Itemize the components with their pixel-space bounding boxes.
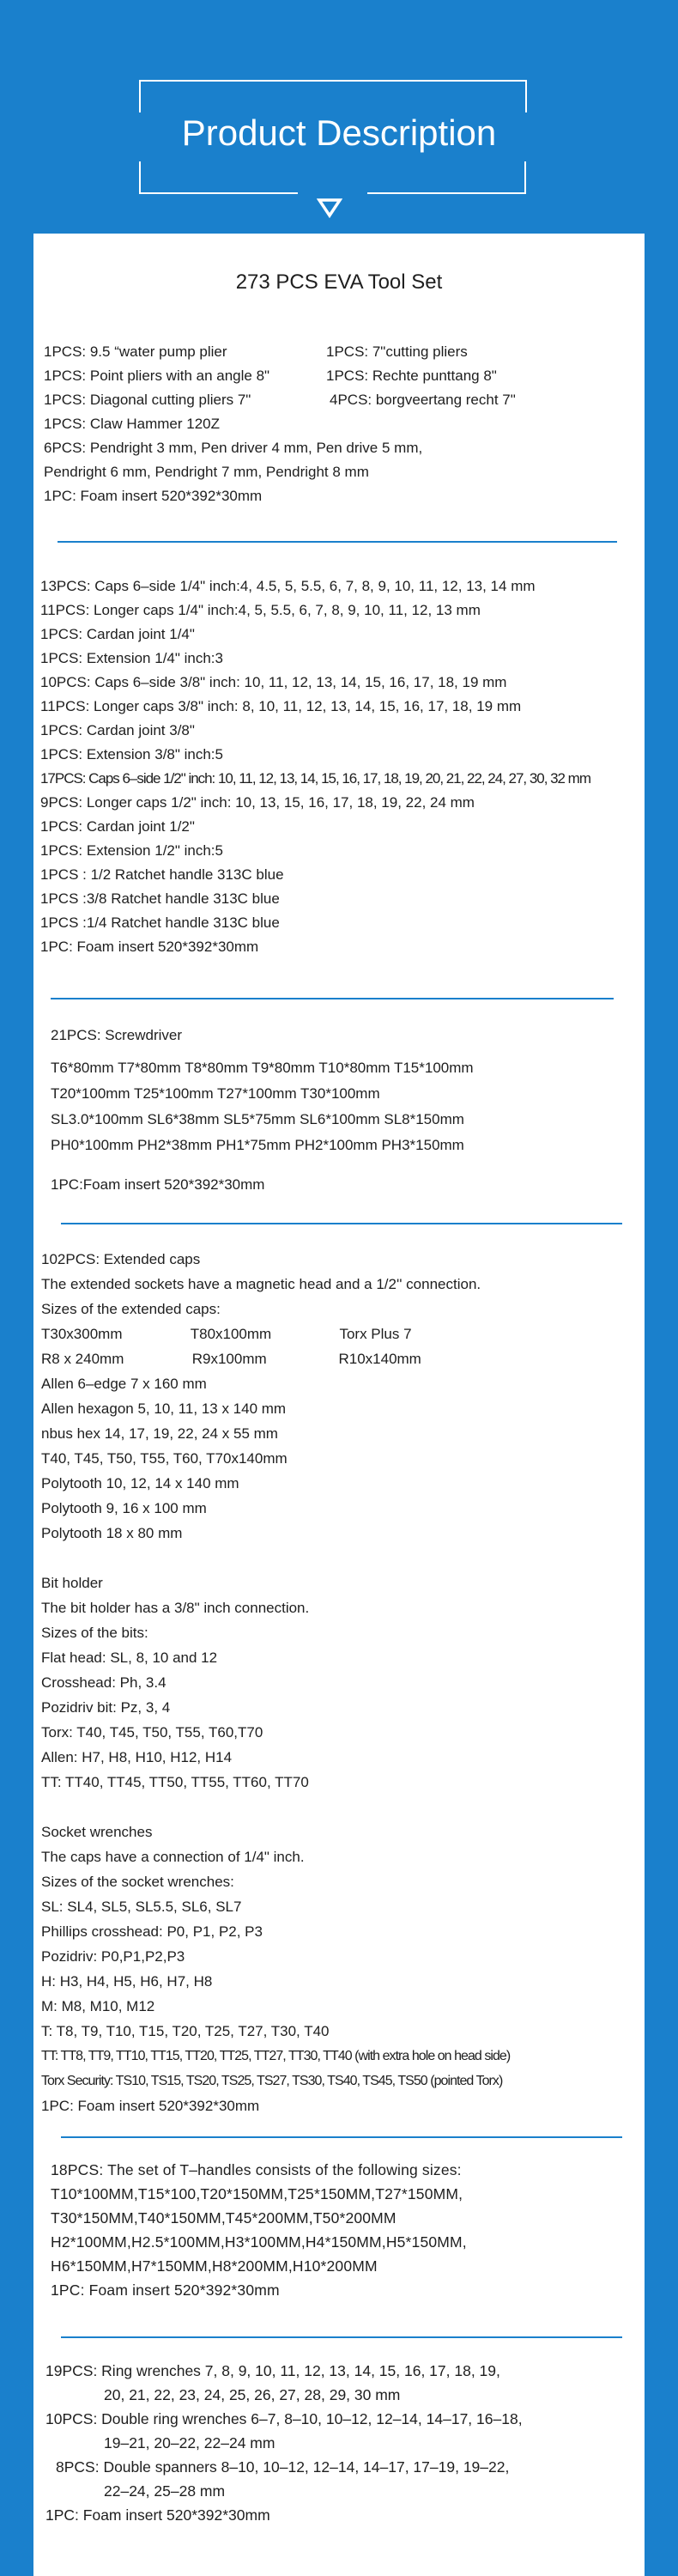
list-item: Sizes of the bits: — [41, 1625, 148, 1641]
list-item: 1PCS: Point pliers with an angle 8" 1PCS: Rechte punttang 8" — [44, 368, 497, 384]
list-item: 1PCS: Claw Hammer 120Z — [44, 416, 221, 432]
list-item: H6*150MM,H7*150MM,H8*200MM,H10*200MM — [51, 2257, 378, 2275]
section-heading: Bit holder — [41, 1575, 103, 1591]
block-extended-caps — [41, 1247, 510, 2118]
list-item: PH0*100mm PH2*38mm PH1*75mm PH2*100mm PH3*150mm — [51, 1137, 464, 1153]
section-divider — [61, 2136, 622, 2138]
list-item: Crosshead: Ph, 3.4 — [41, 1674, 166, 1691]
list-item: T30x300mm T80x100mm Torx Plus 7 — [41, 1326, 412, 1342]
page-title: Product Description — [181, 112, 497, 153]
list-item: 20, 21, 22, 23, 24, 25, 26, 27, 28, 29, 30 mm — [104, 2386, 401, 2403]
list-item: SL3.0*100mm SL6*38mm SL5*75mm SL6*100mm SL8*150mm — [51, 1111, 464, 1127]
list-item: SL: SL4, SL5, SL5.5, SL6, SL7 — [41, 1899, 242, 1915]
list-item: 1PC:Foam insert 520*392*30mm — [51, 1176, 265, 1193]
list-item: 19–21, 20–22, 22–24 mm — [104, 2434, 275, 2451]
section-divider — [58, 541, 617, 543]
list-item: 1PCS: Cardan joint 1/2" — [40, 818, 195, 835]
list-item: 1PCS: 9.5 “water pump plier 1PCS: 7"cutting pliers — [44, 343, 468, 360]
list-item: 1PC: Foam insert 520*392*30mm — [51, 2281, 280, 2299]
list-item: Sizes of the extended caps: — [41, 1301, 221, 1317]
list-item: T10*100MM,T15*100,T20*150MM,T25*150MM,T27*150MM, — [51, 2185, 463, 2202]
list-item: 9PCS: Longer caps 1/2" inch: 10, 13, 15, 16, 17, 18, 19, 22, 24 mm — [40, 794, 475, 811]
block-wrenches — [45, 2359, 523, 2527]
list-item: 1PC: Foam insert 520*392*30mm — [45, 2506, 270, 2524]
section-divider — [61, 2336, 622, 2338]
list-item: 10PCS: Caps 6–side 3/8" inch: 10, 11, 12, 13, 14, 15, 16, 17, 18, 19 mm — [40, 674, 507, 690]
list-item: 18PCS: The set of T–handles consists of the following sizes: — [51, 2161, 462, 2178]
header-banner — [0, 0, 678, 232]
list-item: 17PCS: Caps 6–side 1/2" inch: 10, 11, 12, 13, 14, 15, 16, 17, 18, 19, 20, 21, 22, 24, 27, 30, 32 mm — [40, 770, 590, 787]
section-heading: 21PCS: Screwdriver — [51, 1027, 183, 1043]
list-item: T20*100mm T25*100mm T27*100mm T30*100mm — [51, 1085, 380, 1102]
list-item: The caps have a connection of 1/4" inch. — [41, 1849, 305, 1865]
list-item: Flat head: SL, 8, 10 and 12 — [41, 1649, 218, 1666]
list-item: 13PCS: Caps 6–side 1/4" inch:4, 4.5, 5, 5.5, 6, 7, 8, 9, 10, 11, 12, 13, 14 mm — [40, 578, 536, 594]
section-divider — [61, 1223, 622, 1224]
list-item: T: T8, T9, T10, T15, T20, T25, T27, T30, T40 — [41, 2023, 330, 2039]
list-item: 19PCS: Ring wrenches 7, 8, 9, 10, 11, 12, 13, 14, 15, 16, 17, 18, 19, — [45, 2362, 500, 2379]
list-item: T30*150MM,T40*150MM,T45*200MM,T50*200MM — [51, 2209, 397, 2227]
list-item: Sizes of the socket wrenches: — [41, 1874, 234, 1890]
list-item: T6*80mm T7*80mm T8*80mm T9*80mm T10*80mm T15*100mm — [51, 1060, 474, 1076]
content-panel — [33, 234, 645, 2576]
list-item: 1PC: Foam insert 520*392*30mm — [44, 488, 263, 504]
title-frame-bottom-left — [139, 161, 298, 194]
section-heading: Socket wrenches — [41, 1824, 153, 1840]
list-item: Allen 6–edge 7 x 160 mm — [41, 1376, 207, 1392]
list-item: T40, T45, T50, T55, T60, T70x140mm — [41, 1450, 288, 1467]
down-triangle-icon — [317, 197, 342, 218]
list-item: nbus hex 14, 17, 19, 22, 24 x 55 mm — [41, 1425, 278, 1442]
list-item: Polytooth 9, 16 x 100 mm — [41, 1500, 207, 1516]
list-item: 6PCS: Pendright 3 mm, Pen driver 4 mm, Pen drive 5 mm, — [44, 440, 423, 456]
list-item: 10PCS: Double ring wrenches 6–7, 8–10, 10–12, 12–14, 14–17, 16–18, — [45, 2410, 523, 2427]
section-divider — [51, 998, 614, 999]
block-pliers — [44, 340, 516, 508]
set-title: 273 PCS EVA Tool Set — [235, 270, 443, 294]
list-item: Allen: H7, H8, H10, H12, H14 — [41, 1749, 233, 1765]
list-item: TT: TT8, TT9, TT10, TT15, TT20, TT25, TT27, TT30, TT40 (with extra hole on head side) — [41, 2049, 511, 2063]
list-item: 1PC: Foam insert 520*392*30mm — [40, 939, 259, 955]
list-item: The extended sockets have a magnetic head and a 1/2'' connection. — [41, 1276, 481, 1292]
list-item: 1PCS: Cardan joint 3/8" — [40, 722, 195, 738]
list-item: TT: TT40, TT45, TT50, TT55, TT60, TT70 — [41, 1774, 309, 1790]
list-item: 102PCS: Extended caps — [41, 1251, 201, 1267]
list-item: 11PCS: Longer caps 1/4" inch:4, 5, 5.5, 6, 7, 8, 9, 10, 11, 12, 13 mm — [40, 602, 481, 618]
list-item: M: M8, M10, M12 — [41, 1998, 155, 2014]
title-frame-bottom-right — [367, 161, 526, 194]
list-item: Pendright 6 mm, Pendright 7 mm, Pendright 8 mm — [44, 464, 369, 480]
list-item: 1PCS: Extension 3/8" inch:5 — [40, 746, 223, 762]
list-item: 1PCS: Cardan joint 1/4" — [40, 626, 195, 642]
list-item: 1PC: Foam insert 520*392*30mm — [41, 2098, 260, 2114]
list-item: H2*100MM,H2.5*100MM,H3*100MM,H4*150MM,H5*150MM, — [51, 2233, 467, 2251]
list-item: Polytooth 18 x 80 mm — [41, 1525, 183, 1541]
list-item: 11PCS: Longer caps 3/8" inch: 8, 10, 11, 12, 13, 14, 15, 16, 17, 18, 19 mm — [40, 698, 522, 714]
list-item: 1PCS: Extension 1/4" inch:3 — [40, 650, 223, 666]
list-item: Pozidriv: P0,P1,P2,P3 — [41, 1948, 185, 1965]
list-item: Torx: T40, T45, T50, T55, T60,T70 — [41, 1724, 263, 1741]
list-item: H: H3, H4, H5, H6, H7, H8 — [41, 1973, 213, 1990]
block-t-handles — [51, 2158, 467, 2302]
list-item: R8 x 240mm R9x100mm R10x140mm — [41, 1351, 421, 1367]
list-item: Phillips crosshead: P0, P1, P2, P3 — [41, 1923, 263, 1940]
list-item: 1PCS : 1/2 Ratchet handle 313C blue — [40, 866, 284, 883]
list-item: Torx Security: TS10, TS15, TS20, TS25, TS27, TS30, TS40, TS45, TS50 (pointed Torx) — [41, 2074, 503, 2088]
block-caps — [40, 574, 590, 959]
list-item: 1PCS: Extension 1/2" inch:5 — [40, 842, 223, 859]
list-item: The bit holder has a 3/8" inch connection. — [41, 1600, 310, 1616]
list-item: 1PCS :1/4 Ratchet handle 313C blue — [40, 914, 280, 931]
list-item: Allen hexagon 5, 10, 11, 13 x 140 mm — [41, 1400, 287, 1417]
list-item: Pozidriv bit: Pz, 3, 4 — [41, 1699, 171, 1716]
list-item: 22–24, 25–28 mm — [104, 2482, 226, 2500]
list-item: 1PCS: Diagonal cutting pliers 7" 4PCS: borgveertang recht 7" — [44, 392, 516, 408]
list-item: 1PCS :3/8 Ratchet handle 313C blue — [40, 890, 280, 907]
block-screwdrivers — [51, 1024, 474, 1197]
list-item: 8PCS: Double spanners 8–10, 10–12, 12–14, 14–17, 17–19, 19–22, — [56, 2458, 510, 2476]
list-item: Polytooth 10, 12, 14 x 140 mm — [41, 1475, 239, 1492]
